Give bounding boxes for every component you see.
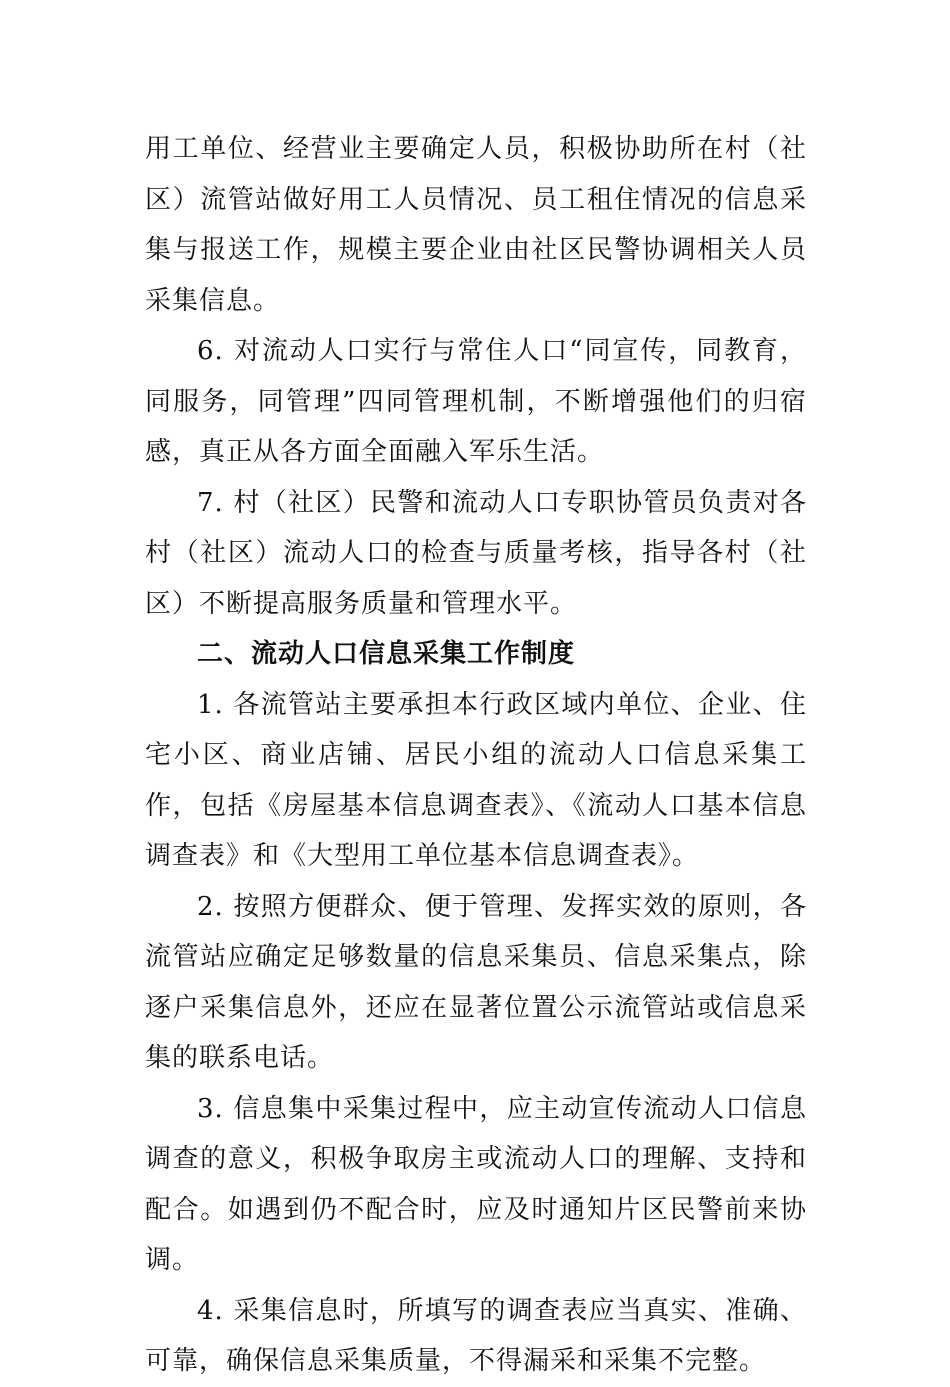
paragraph-item-2: 2. 按照方便群众、便于管理、发挥实效的原则，各流管站应确定足够数量的信息采集员、信息采集点，除逐户采集信息外，还应在显著位置公示流管站或信息采集的联系电话。	[145, 891, 807, 1073]
paragraph-continuation: 用工单位、经营业主要确定人员，积极协助所在村（社区）流管站做好用工人员情况、员工租住情况的信息采集与报送工作，规模主要企业由社区民警协调相关人员采集信息。	[145, 134, 807, 316]
document-body	[145, 124, 807, 1387]
paragraph-item-1: 1. 各流管站主要承担本行政区域内单位、企业、住宅小区、商业店铺、居民小组的流动人口信息采集工作，包括《房屋基本信息调查表》、《流动人口基本信息调查表》和《大型用工单位基本信息调查表》。	[145, 689, 807, 871]
paragraph-item-4: 4. 采集信息时，所填写的调查表应当真实、准确、可靠，确保信息采集质量，不得漏采和采集不完整。	[145, 1295, 807, 1376]
paragraph-item-3: 3. 信息集中采集过程中，应主动宣传流动人口信息调查的意义，积极争取房主或流动人口的理解、支持和配合。如遇到仍不配合时，应及时通知片区民警前来协调。	[145, 1093, 807, 1275]
paragraph-item-7: 7. 村（社区）民警和流动人口专职协管员负责对各村（社区）流动人口的检查与质量考核，指导各村（社区）不断提高服务质量和管理水平。	[145, 487, 807, 619]
paragraph-item-6: 6. 对流动人口实行与常住人口“同宣传，同教育，同服务，同管理”四同管理机制，不断增强他们的归宿感，真正从各方面全面融入军乐生活。	[145, 336, 807, 467]
section-heading: 二、流动人口信息采集工作制度	[197, 639, 576, 669]
